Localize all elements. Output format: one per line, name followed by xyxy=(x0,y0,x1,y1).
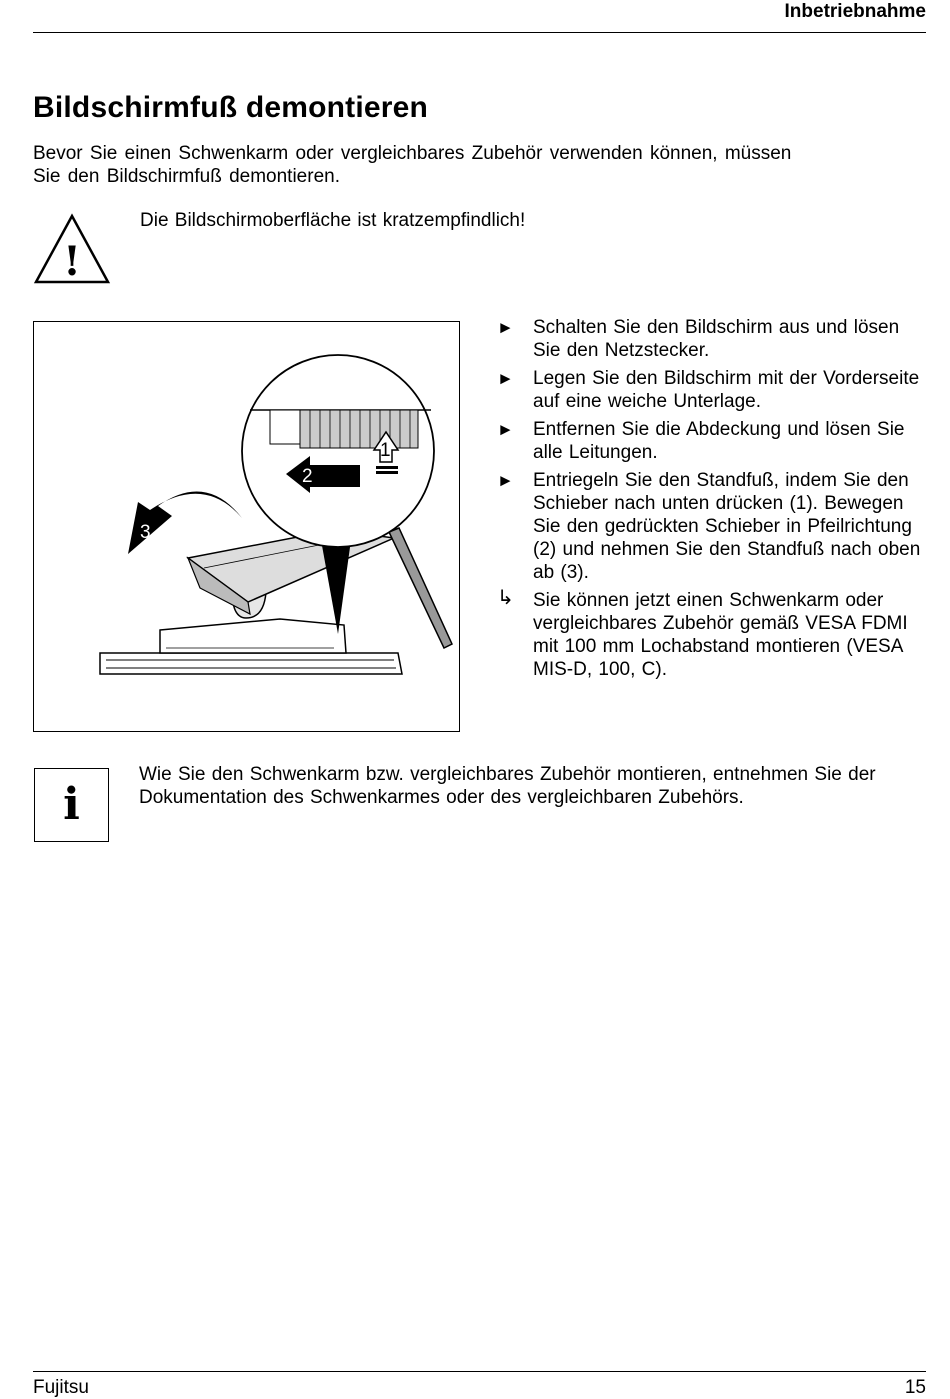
intro-paragraph: Bevor Sie einen Schwenkarm oder vergleichbares Zubehör verwenden können, müssen Sie den Bildschirmfuß demontieren. xyxy=(33,143,792,187)
info-text: Wie Sie den Schwenkarm bzw. vergleichbares Zubehör montieren, entnehmen Sie der Dokumentation des Schwenkarmes oder des vergleichbaren Zubehörs. xyxy=(139,764,876,808)
warning-text: Die Bildschirmoberfläche ist kratzempfindlich! xyxy=(140,210,526,231)
step-text: Entfernen Sie die Abdeckung und lösen Sie alle Leitungen. xyxy=(533,419,905,463)
step-bullet-icon: ► xyxy=(497,471,514,490)
instruction-steps xyxy=(497,316,927,686)
callout-3: 3 xyxy=(140,522,151,543)
result-text: Sie können jetzt einen Schwenkarm oder vergleichbares Zubehör gemäß VESA FDMI mit 100 mm Lochabstand montieren (VESA MIS-D, 100, C). xyxy=(533,590,908,680)
step-item xyxy=(497,418,927,464)
header-section-title: Inbetriebnahme xyxy=(784,1,926,22)
footer-brand: Fujitsu xyxy=(33,1377,89,1398)
detail-magnifier-illustration xyxy=(242,355,434,547)
step-text: Legen Sie den Bildschirm mit der Vorderseite auf eine weiche Unterlage. xyxy=(533,368,920,412)
step-bullet-icon: ► xyxy=(497,318,514,337)
step-bullet-icon: ► xyxy=(497,420,514,439)
warning-triangle-icon xyxy=(33,213,111,285)
step-text: Schalten Sie den Bildschirm aus und lösen Sie den Netzstecker. xyxy=(533,317,900,361)
svg-text:!: ! xyxy=(63,238,81,285)
callout-1: 1 xyxy=(380,440,391,461)
stand-removal-figure xyxy=(33,321,460,732)
step-item xyxy=(497,469,927,584)
footer-rule xyxy=(33,1371,926,1372)
header-rule xyxy=(33,32,926,33)
page-number: 15 xyxy=(904,1377,926,1398)
step-item xyxy=(497,316,927,362)
callout-2: 2 xyxy=(302,466,313,487)
result-arrow-icon: ↳ xyxy=(497,587,514,609)
step-bullet-icon: ► xyxy=(497,369,514,388)
step-item xyxy=(497,367,927,413)
page-title: Bildschirmfuß demontieren xyxy=(33,91,429,124)
step-text: Entriegeln Sie den Standfuß, indem Sie den Schieber nach unten drücken (1). Bewegen Sie den gedrückten Schieber in Pfeilrichtung (2) und nehmen Sie den Standfuß nach oben ab (3). xyxy=(533,470,921,583)
detail-pointer-illustration xyxy=(321,540,351,634)
info-icon: i xyxy=(34,768,109,842)
result-item xyxy=(497,589,927,681)
